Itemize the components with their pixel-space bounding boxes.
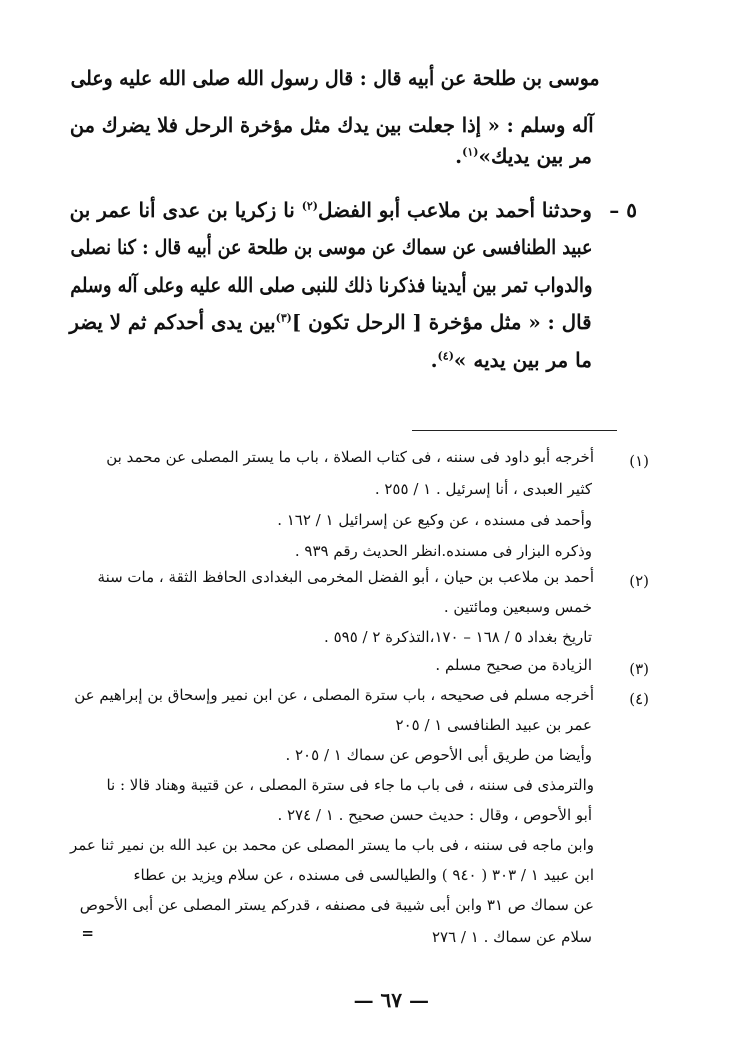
- footnote-line: الزيادة من صحيح مسلم .: [435, 656, 592, 674]
- footnote-line: والترمذى فى سننه ، فى باب ما جاء فى سترة المصلى ، عن قتيبة وهناد قالا : نا: [106, 776, 594, 794]
- body-line: موسى بن طلحة عن أبيه قال : قال رسول الله صلى الله عليه وعلى: [70, 66, 599, 90]
- footnote-ref: (٣): [276, 311, 293, 325]
- footnote-line: وابن ماجه فى سننه ، فى باب ما يستر المصلى عن محمد بن عبد الله بن نمير ثنا عمر: [69, 836, 594, 854]
- body-line: والدواب تمر بين أيدينا فذكرنا ذلك للنبى صلى الله عليه وعلى آله وسلم: [69, 273, 592, 297]
- footnote-line: سلام عن سماك . ١ / ٢٧٦: [431, 928, 592, 946]
- footnote-label: (١): [629, 452, 649, 470]
- footnote-line: وأيضا من طريق أبى الأحوص عن سماك ١ / ٢٠٥ .: [285, 746, 592, 764]
- footnote-ref: (٤): [437, 349, 454, 363]
- body-line: وحدثنا أحمد بن ملاعب أبو الفضل$^{(٢)}$ نا زكريا بن عدى أنا عمر بن: [69, 198, 592, 222]
- footnote-line: وذكره البزار فى مسنده.انظر الحديث رقم ٩٣٩ .: [294, 542, 592, 560]
- page-number: — ٦٧ —: [353, 988, 429, 1012]
- footnote-line: عمر بن عبيد الطنافسى ١ / ٢٠٥: [395, 716, 592, 734]
- footnote-ref: (٢): [301, 199, 319, 213]
- footnote-separator: [412, 430, 617, 431]
- body-line: آله وسلم : « إذا جعلت بين يدك مثل مؤخرة الرحل فلا يضرك من: [70, 113, 594, 137]
- footnote-line: أحمد بن ملاعب بن حيان ، أبو الفضل المخرمى البغدادى الحافظ الثقة ، مات سنة: [97, 568, 594, 586]
- footnote-line: أخرجه أبو داود فى سننه ، فى كتاب الصلاة ، باب ما يستر المصلى عن محمد بن: [106, 448, 594, 466]
- footnote-label: (٣): [629, 660, 649, 678]
- footnote-line: أخرجه مسلم فى صحيحه ، باب سترة المصلى ، عن ابن نمير وإسحاق بن إبراهيم عن: [74, 686, 594, 704]
- footnote-line: أبو الأحوص ، وقال : حديث حسن صحيح . ١ / ٢٧٤ .: [277, 806, 592, 824]
- footnote-ref: (١): [462, 145, 479, 159]
- footnote-line: ابن عبيد ١ / ٣٠٣ ( ٩٤٠ ) والطيالسى فى مسنده ، عن سلام ويزيد بن عطاء: [133, 866, 594, 884]
- footnote-line: خمس وسبعين ومائتين .: [443, 598, 592, 616]
- footnote-line: تاريخ بغداد ٥ / ١٦٨ – ١٧٠،التذكرة ٢ / ٥٩٥ .: [324, 628, 592, 646]
- footnote-line: عن سماك ص ٣١ وابن أبى شيبة فى مصنفه ، قدركم يستر المصلى عن أبى الأحوص: [79, 896, 594, 914]
- footnote-label: (٢): [629, 572, 649, 590]
- footnote-line: وأحمد فى مسنده ، عن وكيع عن إسرائيل ١ / ١٦٢ .: [277, 511, 592, 529]
- footnote-line: كثير العبدى ، أنا إسرئيل . ١ / ٢٥٥ .: [374, 480, 592, 498]
- body-line: مر بين يديك»$^{(١)}$.: [455, 144, 592, 168]
- footnote-label: (٤): [629, 690, 649, 708]
- body-line: قال : « مثل مؤخرة [ الرحل تكون ]$^{(٣)}$بين يدى أحدكم ثم لا يضر: [69, 310, 592, 334]
- body-line: ما مر بين يديه »$^{(٤)}$.: [430, 348, 592, 372]
- continuation-mark: =: [81, 924, 94, 942]
- paragraph-number: ٥ –: [609, 198, 637, 222]
- body-line: عبيد الطنافسى عن سماك عن موسى بن طلحة عن أبيه قال : كنا نصلى: [70, 235, 592, 259]
